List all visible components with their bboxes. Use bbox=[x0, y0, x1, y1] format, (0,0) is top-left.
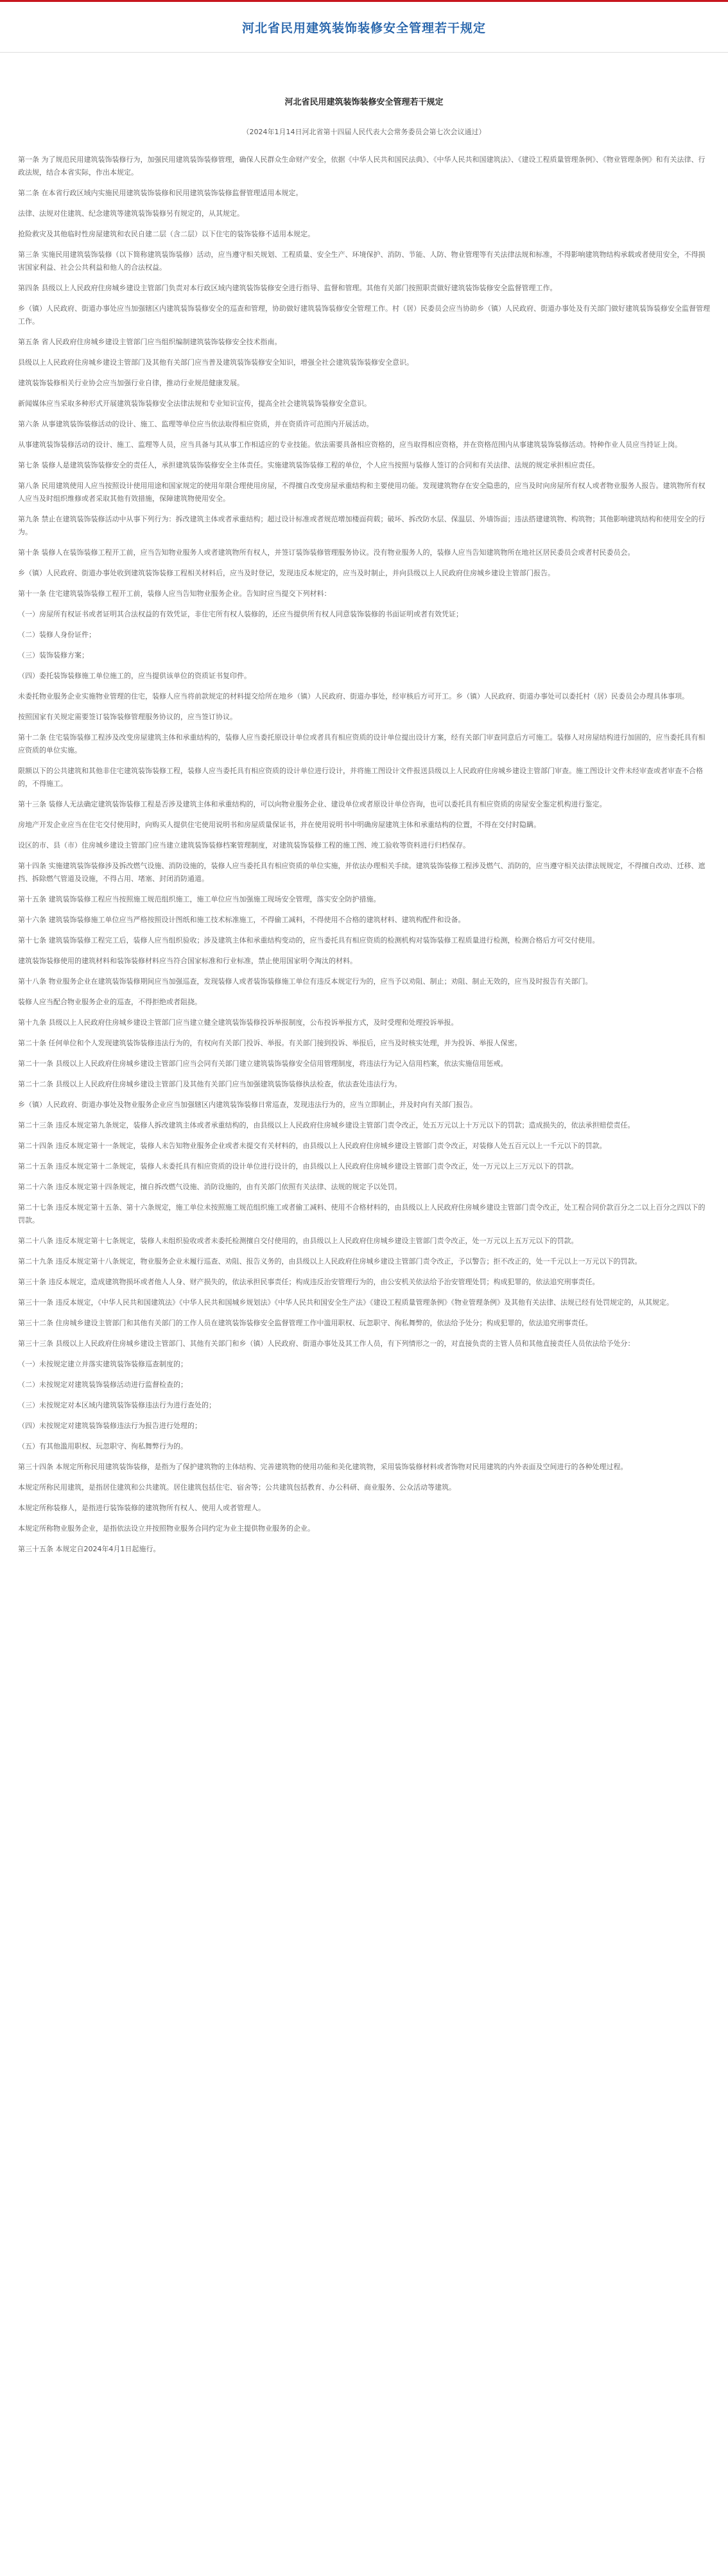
paragraph: 本规定所称民用建筑，是指居住建筑和公共建筑。居住建筑包括住宅、宿舍等；公共建筑包括教育、办公科研、商业服务、公众活动等建筑。 bbox=[18, 1483, 456, 1492]
paragraph: 第五条 省人民政府住房城乡建设主管部门应当组织编制建筑装饰装修安全技术指南。 bbox=[18, 338, 282, 346]
paragraph: 第三十条 违反本规定，造成建筑物损坏或者他人人身、财产损失的，依法承担民事责任；构成违反治安管理行为的，由公安机关依法给予治安管理处罚；构成犯罪的，依法追究刑事责任。 bbox=[18, 1278, 600, 1286]
paragraph: 第八条 民用建筑使用人应当按照设计使用用途和国家规定的使用年限合理使用房屋，不得擅自改变房屋承重结构和主要使用功能。发现建筑物存在安全隐患的，应当及时向房屋所有权人或者物业服务人报告。建筑物所有权人应当及时组织维修或者采取其他有效措施，保障建筑物使用安全。 bbox=[18, 482, 706, 503]
paragraph: 第七条 装修人是建筑装饰装修安全的责任人，承担建筑装饰装修安全主体责任。实施建筑装饰装修工程的单位，个人应当按照与装修人签订的合同和有关法律、法规的规定承担相应责任。 bbox=[18, 461, 600, 469]
document-body bbox=[0, 53, 728, 1556]
paragraph: 第十五条 建筑装饰装修工程应当按照施工规范组织施工，施工单位应当加强施工现场安全管理，落实安全防护措施。 bbox=[18, 895, 381, 903]
paragraph: 法律、法规对住建筑、纪念建筑等建筑装饰装修另有规定的，从其规定。 bbox=[18, 209, 244, 218]
paragraph: 从事建筑装饰装修活动的设计、施工、监理等人员，应当具备与其从事工作相适应的专业技能。依法需要具备相应资格的，应当取得相应资格，并在资格范围内从事建筑装饰装修活动。特种作业人员应当持证上岗。 bbox=[18, 440, 682, 449]
document-title: 河北省民用建筑装饰装修安全管理若干规定 bbox=[284, 98, 444, 107]
paragraph: 第十七条 建筑装饰装修工程完工后，装修人应当组织验收；涉及建筑主体和承重结构变动的，应当委托具有相应资质的检测机构对装饰装修工程质量进行检测，检测合格后方可交付使用。 bbox=[18, 936, 600, 944]
paragraph: （四）委托装饰装修施工单位施工的，应当提供该单位的资质证书复印件。 bbox=[18, 672, 251, 680]
paragraph: 按照国家有关规定需要签订装饰装修管理服务协议的，应当签订协议。 bbox=[18, 713, 237, 721]
paragraph: 第三十四条 本规定所称民用建筑装饰装修，是指为了保护建筑物的主体结构、完善建筑物的使用功能和美化建筑物，采用装饰装修材料或者饰物对民用建筑的内外表面及空间进行的各种处理过程。 bbox=[18, 1463, 628, 1471]
paragraph: 乡（镇）人民政府、街道办事处收到建筑装饰装修工程相关材料后，应当及时登记，发现违反本规定的，应当及时制止，并向县级以上人民政府住房城乡建设主管部门报告。 bbox=[18, 569, 555, 577]
paragraph: 第二十八条 违反本规定第十七条规定，装修人未组织验收或者未委托检测擅自交付使用的，由县级以上人民政府住房城乡建设主管部门责令改正，处一万元以上五万元以下的罚款。 bbox=[18, 1237, 578, 1245]
paragraph: 第十六条 建筑装饰装修施工单位应当严格按照设计图纸和施工技术标准施工，不得偷工减料，不得使用不合格的建筑材料、建筑构配件和设备。 bbox=[18, 916, 465, 924]
paragraph: 第十条 装修人在装饰装修工程开工前，应当告知物业服务人或者建筑物所有权人，并签订装饰装修管理服务协议。没有物业服务人的，装修人应当告知建筑物所在地社区居民委员会或者村民委员会。 bbox=[18, 548, 635, 557]
paragraph: 县级以上人民政府住房城乡建设主管部门及其他有关部门应当普及建筑装饰装修安全知识，增强全社会建筑装饰装修安全意识。 bbox=[18, 358, 413, 367]
page-title: 河北省民用建筑装饰装修安全管理若干规定 bbox=[241, 21, 486, 35]
paragraph-list bbox=[18, 153, 710, 1556]
paragraph: 建筑装饰装修使用的建筑材料和装饰装修材料应当符合国家标准和行业标准，禁止使用国家明令淘汰的材料。 bbox=[18, 957, 357, 965]
paragraph: 第十四条 实施建筑装饰装修涉及拆改燃气设施、消防设施的，装修人应当委托具有相应资质的单位实施，并依法办理相关手续。建筑装饰装修工程涉及燃气、消防的，应当遵守相关法律法规规定，不得擅自改动、迁移、遮挡、拆除燃气管道及设施，不得占用、堵塞、封闭消防通道。 bbox=[18, 862, 706, 883]
paragraph: 第三条 实施民用建筑装饰装修（以下简称建筑装饰装修）活动，应当遵守相关规划、工程质量、安全生产、环境保护、消防、节能、人防、物业管理等有关法律法规和标准，不得影响建筑物结构承载或者使用安全，不得损害国家利益、社会公共利益和他人的合法权益。 bbox=[18, 250, 706, 272]
paragraph: 第十一条 住宅建筑装饰装修工程开工前，装修人应当告知物业服务企业。告知时应当提交下列材料： bbox=[18, 589, 331, 598]
paragraph: 第二十四条 违反本规定第十一条规定，装修人未告知物业服务企业或者未提交有关材料的，由县级以上人民政府住房城乡建设主管部门责令改正，对装修人处五百元以上一千元以下的罚款。 bbox=[18, 1142, 607, 1150]
paragraph: 第二十一条 县级以上人民政府住房城乡建设主管部门应当会同有关部门建立建筑装饰装修安全信用管理制度，将违法行为记入信用档案，依法实施信用惩戒。 bbox=[18, 1059, 508, 1068]
paragraph: 第四条 县级以上人民政府住房城乡建设主管部门负责对本行政区域内建筑装饰装修安全进行指导、监督和管理。其他有关部门按照职责做好建筑装饰装修安全监督管理工作。 bbox=[18, 284, 557, 292]
paragraph: （三）未按规定对本区域内建筑装饰装修违法行为进行查处的； bbox=[18, 1401, 216, 1409]
paragraph: 第九条 禁止在建筑装饰装修活动中从事下列行为：拆改建筑主体或者承重结构；超过设计标准或者规范增加楼面荷载；破坏、拆改防水层、保温层、外墙饰面；违法搭建建筑物、构筑物；其他影响建筑结构和使用安全的行为。 bbox=[18, 515, 706, 536]
paragraph: 第十二条 住宅装饰装修工程涉及改变房屋建筑主体和承重结构的，装修人应当委托原设计单位或者具有相应资质的设计单位提出设计方案，经有关部门审查同意后方可施工。装修人对房屋结构进行加固的，应当委托具有相应资质的单位实施。 bbox=[18, 733, 706, 754]
paragraph: 第二十条 任何单位和个人发现建筑装饰装修违法行为的，有权向有关部门投诉、举报。有关部门接到投诉、举报后，应当及时核实处理，并为投诉、举报人保密。 bbox=[18, 1039, 522, 1047]
paragraph: 乡（镇）人民政府、街道办事处应当加强辖区内建筑装饰装修安全的巡查和管理，协助做好建筑装饰装修安全管理工作。村（居）民委员会应当协助乡（镇）人民政府、街道办事处及有关部门做好建筑装饰装修安全监督管理工作。 bbox=[18, 304, 710, 326]
paragraph: 第十八条 物业服务企业在建筑装饰装修期间应当加强巡查，发现装修人或者装饰装修施工单位有违反本规定行为的，应当予以劝阻、制止；劝阻、制止无效的，应当及时报告有关部门。 bbox=[18, 977, 593, 986]
paragraph: 第二条 在本省行政区域内实施民用建筑装饰装修和民用建筑装饰装修监督管理适用本规定。 bbox=[18, 189, 303, 197]
paragraph: 第三十五条 本规定自2024年4月1日起施行。 bbox=[18, 1545, 160, 1553]
paragraph: （五）有其他滥用职权、玩忽职守、徇私舞弊行为的。 bbox=[18, 1442, 187, 1450]
adoption-note: （2024年1月14日河北省第十四届人民代表大会常务委员会第七次会议通过） bbox=[242, 128, 486, 136]
paragraph: 限额以下的公共建筑和其他非住宅建筑装饰装修工程，装修人应当委托具有相应资质的设计单位进行设计，并将施工图设计文件报送县级以上人民政府住房城乡建设主管部门审查。施工图设计文件未经审查或者审查不合格的，不得施工。 bbox=[18, 767, 703, 788]
paragraph: 第三十三条 县级以上人民政府住房城乡建设主管部门、其他有关部门和乡（镇）人民政府、街道办事处及其工作人员，有下列情形之一的，对直接负责的主管人员和其他直接责任人员依法给予处分： bbox=[18, 1339, 635, 1348]
paragraph: 第十九条 县级以上人民政府住房城乡建设主管部门应当建立健全建筑装饰装修投诉举报制度，公布投诉举报方式，及时受理和处理投诉举报。 bbox=[18, 1018, 458, 1027]
paragraph: （一）未按规定建立并落实建筑装饰装修巡查制度的； bbox=[18, 1360, 187, 1368]
paragraph: 第二十六条 违反本规定第十四条规定，擅自拆改燃气设施、消防设施的，由有关部门依照有关法律、法规的规定予以处罚。 bbox=[18, 1183, 402, 1191]
page-header bbox=[0, 0, 728, 53]
paragraph: 抢险救灾及其他临时性房屋建筑和农民自建二层（含二层）以下住宅的装饰装修不适用本规定。 bbox=[18, 230, 315, 238]
paragraph: 装修人应当配合物业服务企业的巡查，不得拒绝或者阻挠。 bbox=[18, 998, 202, 1006]
paragraph: 第六条 从事建筑装饰装修活动的设计、施工、监理等单位应当依法取得相应资质，并在资质许可范围内开展活动。 bbox=[18, 420, 374, 428]
paragraph: 乡（镇）人民政府、街道办事处及物业服务企业应当加强辖区内建筑装饰装修日常巡查，发现违法行为的，应当立即制止，并及时向有关部门报告。 bbox=[18, 1101, 477, 1109]
paragraph: 第十三条 装修人无法确定建筑装饰装修工程是否涉及建筑主体和承重结构的，可以向物业服务企业、建设单位或者原设计单位咨询，也可以委托具有相应资质的房屋安全鉴定机构进行鉴定。 bbox=[18, 800, 607, 808]
paragraph: （二）未按规定对建筑装饰装修活动进行监督检查的； bbox=[18, 1380, 187, 1389]
paragraph: （四）未按规定对建筑装饰装修违法行为报告进行处理的； bbox=[18, 1422, 202, 1430]
paragraph: 第二十五条 违反本规定第十二条规定，装修人未委托具有相应资质的设计单位进行设计的，由县级以上人民政府住房城乡建设主管部门责令改正，处一万元以上三万元以下的罚款。 bbox=[18, 1162, 578, 1171]
paragraph: 房地产开发企业应当在住宅交付使用时，向购买人提供住宅使用说明书和房屋质量保证书，并在使用说明书中明确房屋建筑主体和承重结构的位置，不得在交付时隐瞒。 bbox=[18, 821, 541, 829]
paragraph: 建筑装饰装修相关行业协会应当加强行业自律，推动行业规范健康发展。 bbox=[18, 379, 244, 387]
paragraph: 本规定所称物业服务企业，是指依法设立并按照物业服务合同约定为业主提供物业服务的企业。 bbox=[18, 1524, 315, 1533]
paragraph: 第二十三条 违反本规定第九条规定，装修人拆改建筑主体或者承重结构的，由县级以上人民政府住房城乡建设主管部门责令改正，处五万元以上十万元以下的罚款；造成损失的，依法承担赔偿责任。 bbox=[18, 1121, 635, 1129]
paragraph: （三）装饰装修方案； bbox=[18, 651, 89, 659]
paragraph: 第二十二条 县级以上人民政府住房城乡建设主管部门及其他有关部门应当加强建筑装饰装修执法检查，依法查处违法行为。 bbox=[18, 1080, 402, 1088]
paragraph: 新闻媒体应当采取多种形式开展建筑装饰装修安全法律法规和专业知识宣传，提高全社会建筑装饰装修安全意识。 bbox=[18, 399, 371, 408]
paragraph: 设区的市、县（市）住房城乡建设主管部门应当建立建筑装饰装修档案管理制度，对建筑装饰装修工程的施工图、竣工验收等资料进行归档保存。 bbox=[18, 841, 470, 849]
paragraph: （一）房屋所有权证书或者证明其合法权益的有效凭证，非住宅所有权人装修的，还应当提供所有权人同意装饰装修的书面证明或者有效凭证； bbox=[18, 610, 463, 618]
paragraph: 第三十一条 违反本规定，《中华人民共和国建筑法》《中华人民共和国城乡规划法》《中华人民共和国安全生产法》《建设工程质量管理条例》《物业管理条例》及其他有关法律、法规已经有处罚规定的，从其规定。 bbox=[18, 1298, 673, 1307]
paragraph: 第一条 为了规范民用建筑装饰装修行为，加强民用建筑装饰装修管理，确保人民群众生命财产安全，依据《中华人民共和国民法典》、《中华人民共和国建筑法》、《建设工程质量管理条例》、《物业管理条例》和有关法律、行政法规，结合本省实际，作出本规定。 bbox=[18, 155, 706, 177]
paragraph: 本规定所称装修人，是指进行装饰装修的建筑物所有权人、使用人或者管理人。 bbox=[18, 1504, 265, 1512]
paragraph: 第三十二条 住房城乡建设主管部门和其他有关部门的工作人员在建筑装饰装修安全监督管理工作中滥用职权、玩忽职守、徇私舞弊的，依法给予处分；构成犯罪的，依法追究刑事责任。 bbox=[18, 1319, 593, 1327]
paragraph: 未委托物业服务企业实施物业管理的住宅，装修人应当将前款规定的材料提交给所在地乡（镇）人民政府、街道办事处，经审核后方可开工。乡（镇）人民政府、街道办事处可以委托村（居）民委员会办理具体事项。 bbox=[18, 692, 689, 701]
paragraph: 第二十九条 违反本规定第十八条规定，物业服务企业未履行巡查、劝阻、报告义务的，由县级以上人民政府住房城乡建设主管部门责令改正，予以警告；拒不改正的，处一千元以上一万元以下的罚款。 bbox=[18, 1257, 642, 1266]
paragraph: 第二十七条 违反本规定第十五条、第十六条规定，施工单位未按照施工规范组织施工或者偷工减料、使用不合格材料的，由县级以上人民政府住房城乡建设主管部门责令改正，处工程合同价款百分之二以上百分之四以下的罚款。 bbox=[18, 1203, 706, 1224]
paragraph: （二）装修人身份证件； bbox=[18, 631, 96, 639]
